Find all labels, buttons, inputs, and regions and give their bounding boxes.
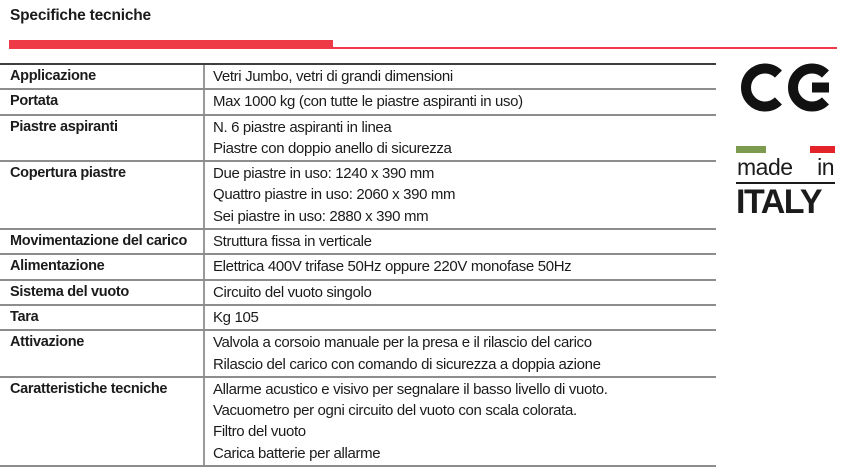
spec-value [205,230,716,253]
spec-value-line: Kg 105 [213,308,259,326]
spec-label: Sistema del vuoto [0,281,205,304]
spec-label: Portata [0,90,205,113]
spec-value-line: Allarme acustico e visivo per segnalare il basso livello di vuoto. [213,380,608,398]
spec-value [205,255,716,278]
spec-value-line: Quattro piastre in uso: 2060 x 390 mm [213,186,456,204]
spec-value-line: Piastre con doppio anello di sicurezza [213,139,452,157]
made-in-word: made [737,154,793,180]
spec-row [0,281,716,306]
title-rule-thin [333,47,837,49]
flag-red-bar [810,146,835,153]
made-in-word: in [817,154,834,180]
spec-value-line: Vetri Jumbo, vetri di grandi dimensioni [213,68,453,85]
spec-value-line: Carica batterie per allarme [213,444,381,462]
spec-value-line: Rilascio del carico con comando di sicurezza a doppia azione [213,355,601,373]
italy-text: ITALY [736,183,822,221]
spec-row [0,306,716,331]
spec-row [0,65,716,90]
spec-row [0,331,716,378]
spec-label: Copertura piastre [0,162,205,228]
spec-value-line: Due piastre in uso: 1240 x 390 mm [213,165,435,183]
italy-flag-icon [736,146,835,153]
spec-value [205,306,716,329]
spec-value-line: Vacuometro per ogni circuito del vuoto con scala colorata. [213,402,577,420]
spec-value-line: Max 1000 kg (con tutte le piastre aspiranti in uso) [213,93,523,111]
spec-row [0,162,716,230]
spec-value-line: Struttura fissa in verticale [213,233,372,251]
made-in-italy-logo [736,146,835,219]
spec-value-line: Elettrica 400V trifase 50Hz oppure 220V monofase 50Hz [213,258,572,276]
spec-label: Tara [0,306,205,329]
spec-value-line: N. 6 piastre aspiranti in linea [213,118,392,136]
spec-row [0,116,716,163]
spec-label: Applicazione [0,65,205,88]
spec-value [205,281,716,304]
spec-label: Movimentazione del carico [0,230,205,253]
ce-mark-icon [741,60,836,115]
spec-value [205,90,716,113]
spec-value [205,116,716,161]
spec-label: Alimentazione [0,255,205,278]
spec-table [0,63,716,467]
spec-value [205,65,716,88]
title-rule-thick [9,40,333,49]
spec-row [0,255,716,280]
spec-value-line: Filtro del vuoto [213,423,306,441]
spec-row [0,90,716,115]
spec-row [0,378,716,467]
spec-value-line: Valvola a corsoio manuale per la presa e il rilascio del carico [213,334,592,352]
spec-value [205,162,716,228]
spec-value [205,378,716,465]
spec-value-line: Circuito del vuoto singolo [213,283,372,301]
spec-row [0,230,716,255]
spec-label: Attivazione [0,331,205,376]
flag-green-bar [736,146,766,153]
page-title: Specifiche tecniche [10,7,151,24]
spec-value-line: Sei piastre in uso: 2880 x 390 mm [213,207,429,225]
spec-value [205,331,716,376]
spec-label: Piastre aspiranti [0,116,205,161]
spec-label: Caratteristiche tecniche [0,378,205,465]
made-in-text [736,156,835,184]
